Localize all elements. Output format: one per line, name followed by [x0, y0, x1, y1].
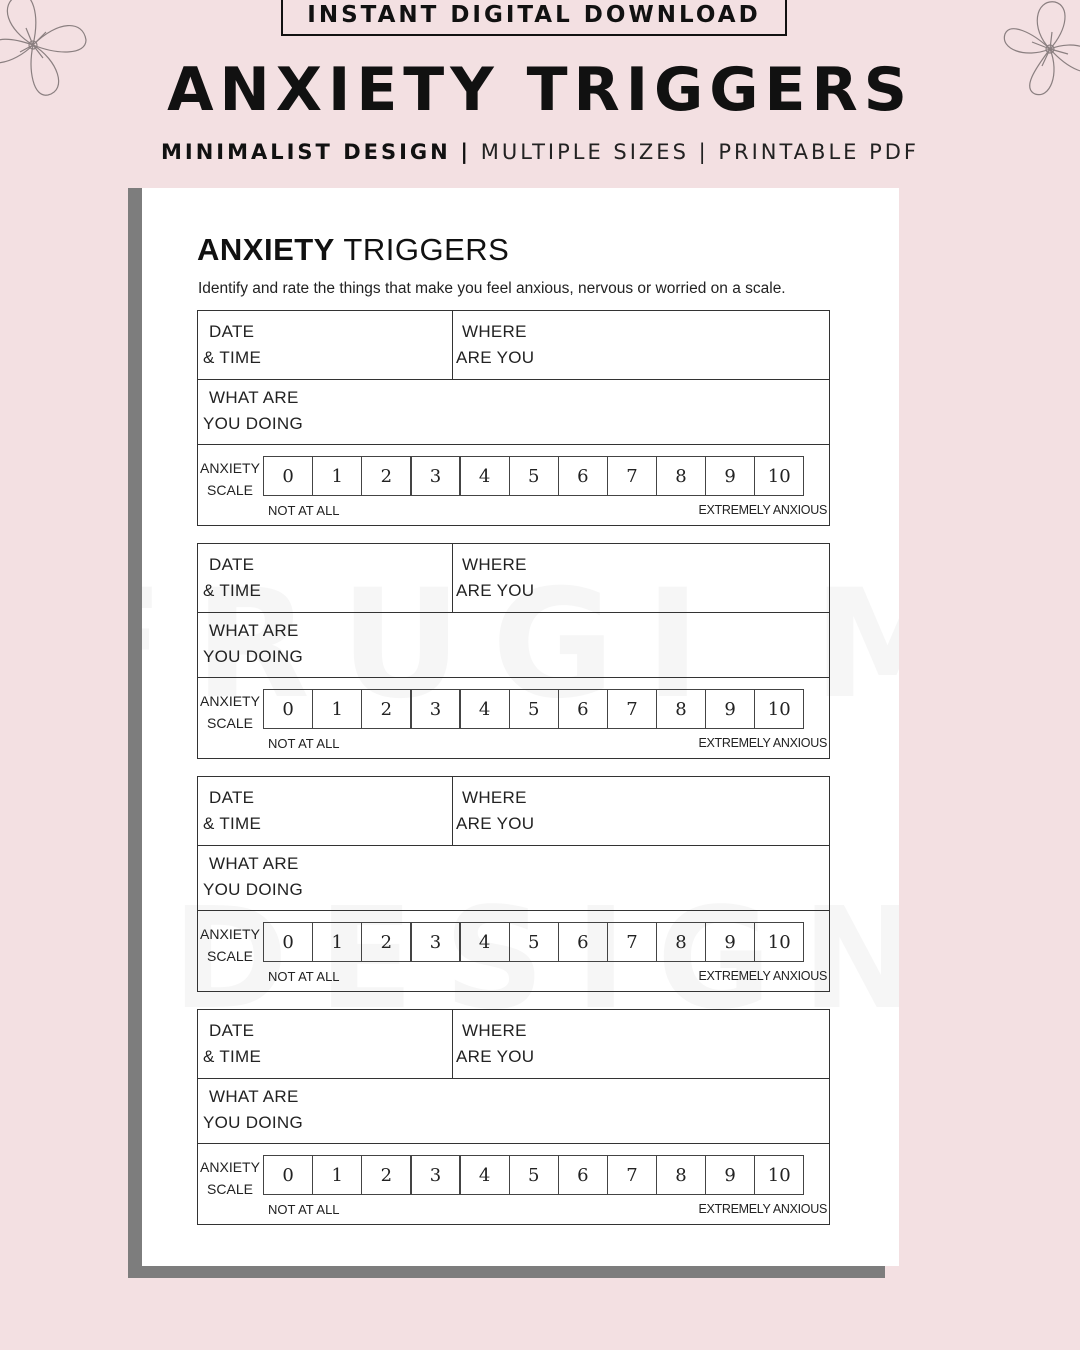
anxiety-scale-label: ANXIETY SCALE	[200, 1159, 260, 1197]
what-doing-label: WHAT ARE YOU DOING	[203, 854, 303, 899]
date-time-field[interactable]	[198, 777, 453, 845]
date-time-field[interactable]	[198, 1010, 453, 1078]
scale-box-6[interactable]: 6	[558, 1155, 608, 1195]
scale-box-7[interactable]: 7	[607, 689, 657, 729]
what-doing-label: WHAT ARE YOU DOING	[203, 1087, 303, 1132]
where-label: WHERE ARE YOU	[456, 1021, 535, 1066]
scale-box-3[interactable]: 3	[410, 456, 460, 496]
scale-low-label: NOT AT ALL	[268, 1202, 340, 1217]
anxiety-scale-label: ANXIETY SCALE	[200, 460, 260, 498]
scale-high-label: EXTREMELY ANXIOUS	[698, 969, 827, 983]
where-field[interactable]	[452, 544, 829, 612]
date-time-field[interactable]	[198, 544, 453, 612]
scale-box-6[interactable]: 6	[558, 689, 608, 729]
what-doing-label: WHAT ARE YOU DOING	[203, 388, 303, 433]
worksheet-instructions: Identify and rate the things that make you feel anxious, nervous or worried on a scale.	[198, 280, 786, 297]
scale-box-4[interactable]: 4	[459, 456, 509, 496]
subtitle	[0, 140, 1080, 164]
scale-box-2[interactable]: 2	[361, 689, 411, 729]
scale-box-7[interactable]: 7	[607, 922, 657, 962]
scale-box-4[interactable]: 4	[459, 922, 509, 962]
scale-box-1[interactable]: 1	[312, 922, 362, 962]
scale-box-4[interactable]: 4	[459, 689, 509, 729]
scale-box-3[interactable]: 3	[410, 689, 460, 729]
date-time-label: DATE & TIME	[203, 1021, 262, 1066]
scale-box-10[interactable]: 10	[754, 689, 804, 729]
entry-row-date-where	[198, 1010, 829, 1079]
anxiety-scale	[263, 1155, 804, 1195]
scale-box-1[interactable]: 1	[312, 689, 362, 729]
worksheet-title-light: TRIGGERS	[343, 232, 510, 267]
scale-box-7[interactable]: 7	[607, 456, 657, 496]
subtitle-rest: MULTIPLE SIZES | PRINTABLE PDF	[480, 140, 920, 164]
scale-box-8[interactable]: 8	[656, 1155, 706, 1195]
subtitle-separator: |	[460, 140, 472, 164]
scale-box-0[interactable]: 0	[263, 456, 313, 496]
date-time-label: DATE & TIME	[203, 788, 262, 833]
scale-box-6[interactable]: 6	[558, 922, 608, 962]
scale-box-10[interactable]: 10	[754, 1155, 804, 1195]
entry-row-date-where	[198, 777, 829, 846]
scale-box-0[interactable]: 0	[263, 689, 313, 729]
scale-box-2[interactable]: 2	[361, 1155, 411, 1195]
scale-box-5[interactable]: 5	[509, 689, 559, 729]
worksheet-title-bold: ANXIETY	[197, 232, 335, 267]
what-doing-label: WHAT ARE YOU DOING	[203, 621, 303, 666]
scale-box-5[interactable]: 5	[509, 922, 559, 962]
scale-low-label: NOT AT ALL	[268, 503, 340, 518]
anxiety-scale-row	[198, 444, 829, 526]
scale-box-5[interactable]: 5	[509, 1155, 559, 1195]
what-doing-field[interactable]	[198, 612, 829, 678]
scale-high-label: EXTREMELY ANXIOUS	[698, 503, 827, 517]
entry-row-date-where	[198, 311, 829, 380]
scale-box-8[interactable]: 8	[656, 456, 706, 496]
trigger-entry	[197, 543, 830, 759]
scale-box-10[interactable]: 10	[754, 922, 804, 962]
scale-box-3[interactable]: 3	[410, 1155, 460, 1195]
scale-box-8[interactable]: 8	[656, 689, 706, 729]
date-time-field[interactable]	[198, 311, 453, 379]
scale-box-9[interactable]: 9	[705, 689, 755, 729]
anxiety-scale	[263, 456, 804, 496]
anxiety-scale-label: ANXIETY SCALE	[200, 693, 260, 731]
scale-box-9[interactable]: 9	[705, 922, 755, 962]
scale-box-9[interactable]: 9	[705, 456, 755, 496]
scale-box-2[interactable]: 2	[361, 922, 411, 962]
instant-download-badge: INSTANT DIGITAL DOWNLOAD	[281, 0, 787, 36]
where-field[interactable]	[452, 1010, 829, 1078]
scale-box-6[interactable]: 6	[558, 456, 608, 496]
subtitle-bold: MINIMALIST DESIGN	[160, 140, 451, 164]
scale-low-label: NOT AT ALL	[268, 736, 340, 751]
trigger-entry	[197, 310, 830, 526]
where-label: WHERE ARE YOU	[456, 788, 535, 833]
scale-high-label: EXTREMELY ANXIOUS	[698, 736, 827, 750]
scale-box-3[interactable]: 3	[410, 922, 460, 962]
scale-box-8[interactable]: 8	[656, 922, 706, 962]
date-time-label: DATE & TIME	[203, 555, 262, 600]
anxiety-scale	[263, 689, 804, 729]
anxiety-scale-label: ANXIETY SCALE	[200, 926, 260, 964]
anxiety-scale	[263, 922, 804, 962]
scale-box-0[interactable]: 0	[263, 1155, 313, 1195]
scale-box-2[interactable]: 2	[361, 456, 411, 496]
where-field[interactable]	[452, 777, 829, 845]
where-field[interactable]	[452, 311, 829, 379]
worksheet-page	[142, 188, 899, 1266]
scale-box-7[interactable]: 7	[607, 1155, 657, 1195]
date-time-label: DATE & TIME	[203, 322, 262, 367]
scale-box-4[interactable]: 4	[459, 1155, 509, 1195]
scale-box-10[interactable]: 10	[754, 456, 804, 496]
trigger-entry	[197, 1009, 830, 1225]
scale-low-label: NOT AT ALL	[268, 969, 340, 984]
scale-box-0[interactable]: 0	[263, 922, 313, 962]
what-doing-field[interactable]	[198, 379, 829, 445]
worksheet-title	[197, 232, 509, 268]
page-title: ANXIETY TRIGGERS	[167, 55, 913, 125]
what-doing-field[interactable]	[198, 845, 829, 911]
where-label: WHERE ARE YOU	[456, 322, 535, 367]
anxiety-scale-row	[198, 1143, 829, 1225]
anxiety-scale-row	[198, 910, 829, 992]
where-label: WHERE ARE YOU	[456, 555, 535, 600]
entry-row-date-where	[198, 544, 829, 613]
scale-high-label: EXTREMELY ANXIOUS	[698, 1202, 827, 1216]
scale-box-1[interactable]: 1	[312, 456, 362, 496]
trigger-entry	[197, 776, 830, 992]
what-doing-field[interactable]	[198, 1078, 829, 1144]
scale-box-1[interactable]: 1	[312, 1155, 362, 1195]
scale-box-9[interactable]: 9	[705, 1155, 755, 1195]
anxiety-scale-row	[198, 677, 829, 759]
scale-box-5[interactable]: 5	[509, 456, 559, 496]
